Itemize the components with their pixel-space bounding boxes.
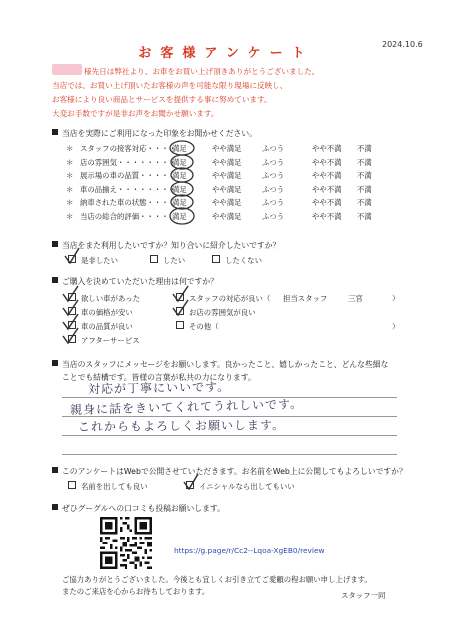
- q3-option-staff[interactable]: スタッフの対応が良い（: [176, 293, 270, 304]
- q5-option-name[interactable]: 名前を出しても良い: [68, 481, 148, 492]
- checkbox-icon: [68, 481, 76, 489]
- q1-rating-option[interactable]: 不満: [357, 144, 372, 153]
- q2-option-1[interactable]: 是非したい: [68, 255, 118, 266]
- q1-rating-option[interactable]: やや満足: [212, 198, 242, 208]
- q2-option-2[interactable]: したい: [150, 255, 185, 266]
- q4-heading: 当店のスタッフにメッセージをお願いします。良かったこと、嬉しかったこと、どんな些細な: [52, 359, 388, 370]
- handwritten-message-line-1: 対応が丁寧にいいです。: [87, 379, 231, 397]
- q1-heading: 当店を実際にご利用になった印象をお聞かせください。: [52, 128, 257, 139]
- q1-item-label: 店の雰囲気・・・・・・・・: [80, 157, 177, 167]
- q1-rating-option[interactable]: ふつう: [262, 212, 285, 221]
- bullet-square-icon: [52, 241, 58, 247]
- q1-item-label: 車の品揃え・・・・・・・・: [80, 184, 177, 194]
- closing-line-2: またのご来店を心からお待ちしております。: [62, 587, 210, 596]
- check-mark-icon: [62, 246, 82, 266]
- bullet-square-icon: [52, 360, 58, 366]
- q1-rating-option[interactable]: やや満足: [212, 157, 242, 167]
- q1-rating-option[interactable]: 不満: [357, 171, 372, 181]
- q5-option-initials[interactable]: イニシャルなら出してもいい: [186, 481, 295, 492]
- check-mark-icon: [170, 284, 192, 318]
- q3-option-quality[interactable]: 車の品質が良い: [68, 321, 133, 332]
- intro-line-3: お客様により良い商品とサービスを提供する事に努めています。: [52, 95, 272, 104]
- q1-rating-option[interactable]: やや不満: [312, 184, 342, 194]
- q5-heading: このアンケートはWebで公開させていただきます。お名前をWeb上に公開してもよろしいですか？: [52, 466, 407, 477]
- check-mark-icon: [60, 284, 82, 346]
- q1-rating-option[interactable]: 満足: [172, 157, 187, 167]
- q1-rating-option[interactable]: やや不満: [312, 198, 342, 208]
- handwritten-message-line-2: 親身に話をきいてくれてうれしいです。: [69, 396, 304, 418]
- redacted-customer-name: [52, 64, 82, 75]
- q1-item-label: 展示場の車の品質・・・・: [80, 171, 169, 181]
- survey-date: 2024.10.6: [382, 40, 423, 49]
- q1-item-label: スタッフの接客対応・・・・: [80, 144, 177, 153]
- bullet-star-icon: ＊: [66, 157, 74, 167]
- closing-line-1: ご協力ありがとうございました。今後とも宜しくお引き立てご愛顧の程お願い申し上げます。: [62, 575, 372, 584]
- review-url-link[interactable]: https://g.page/r/Cc2--Lqoa-XgEB0/review: [174, 546, 325, 555]
- q3-option-other[interactable]: その他（: [176, 321, 219, 332]
- q1-rating-option[interactable]: やや満足: [212, 144, 242, 153]
- q3-other-paren-close: ）: [392, 322, 400, 331]
- intro-line-4: 大変お手数ですが是非お声をお聞かせ願います。: [52, 109, 219, 118]
- q1-rating-option[interactable]: 不満: [357, 198, 372, 208]
- message-rule: [62, 435, 397, 436]
- q1-rating-option[interactable]: 不満: [357, 184, 372, 194]
- q1-rating-option[interactable]: ふつう: [262, 144, 285, 153]
- q1-rating-option[interactable]: 満足: [172, 171, 187, 181]
- bullet-star-icon: ＊: [66, 184, 74, 194]
- bullet-star-icon: ＊: [66, 198, 74, 208]
- bullet-square-icon: [52, 467, 58, 473]
- handwritten-message-line-3: これからもよろしくお願いします。: [77, 418, 286, 434]
- rating-circle-marks: [168, 138, 198, 230]
- q3-option-aftercare[interactable]: アフターサービス: [68, 335, 140, 346]
- survey-title: お客様アンケート: [138, 46, 314, 61]
- q1-rating-option[interactable]: ふつう: [262, 157, 285, 167]
- q2-heading: 当店をまた利用したいですか？知り合いに紹介したいですか？: [52, 240, 280, 251]
- q2-option-3[interactable]: したくない: [212, 255, 262, 266]
- q1-rating-option[interactable]: 満足: [172, 212, 187, 221]
- q1-item-label: 当店の総合的評価・・・・: [80, 212, 169, 221]
- bullet-square-icon: [52, 504, 58, 510]
- q1-rating-option[interactable]: やや満足: [212, 212, 242, 221]
- q1-rating-option[interactable]: ふつう: [262, 171, 285, 181]
- q1-rating-option[interactable]: やや不満: [312, 157, 342, 167]
- message-rule: [62, 454, 397, 455]
- check-mark-icon: [181, 472, 201, 492]
- q3-option-car[interactable]: 欲しい車があった: [68, 293, 140, 304]
- q1-rating-option[interactable]: ふつう: [262, 198, 285, 208]
- q1-rating-option[interactable]: 不満: [357, 212, 372, 221]
- q4-heading-line-2: ことでも結構です。皆様の言葉が私共の力になります。: [62, 373, 256, 382]
- q3-heading: ご購入を決めていただいた理由は何ですか？: [52, 276, 218, 287]
- intro-line-1: 様先日は弊社より、お車をお買い上げ頂きありがとうございました。: [84, 67, 320, 76]
- q3-staff-name: 三宮: [348, 294, 363, 303]
- q1-rating-option[interactable]: 満足: [172, 184, 187, 194]
- bullet-star-icon: ＊: [66, 171, 74, 181]
- q6-heading: ぜひグーグルへの口コミも投稿お願いします。: [52, 503, 225, 514]
- intro-line-2: 当店では、お買い上げ頂いたお客様の声を可能な限り現場に反映し、: [52, 81, 288, 90]
- q1-rating-option[interactable]: ふつう: [262, 184, 285, 194]
- q1-rating-option[interactable]: やや満足: [212, 184, 242, 194]
- q1-rating-option[interactable]: 満足: [172, 144, 187, 153]
- q1-rating-option[interactable]: やや不満: [312, 144, 342, 153]
- bullet-star-icon: ＊: [66, 144, 74, 153]
- checkbox-icon: [212, 255, 220, 263]
- q3-paren-close: ）: [392, 294, 400, 303]
- bullet-square-icon: [52, 129, 58, 135]
- q3-option-atmosphere[interactable]: お店の雰囲気が良い: [176, 307, 256, 318]
- q1-rating-option[interactable]: やや満足: [212, 171, 242, 181]
- q1-rating-option[interactable]: 不満: [357, 157, 372, 167]
- checkbox-icon: [176, 321, 184, 329]
- bullet-square-icon: [52, 277, 58, 283]
- qr-code-icon[interactable]: [100, 517, 152, 569]
- signature: スタッフ一同: [341, 591, 386, 600]
- checkbox-icon: [150, 255, 158, 263]
- q3-option-price[interactable]: 車の価格が安い: [68, 307, 133, 318]
- q1-rating-option[interactable]: 満足: [172, 198, 187, 208]
- q1-rating-option[interactable]: やや不満: [312, 212, 342, 221]
- bullet-star-icon: ＊: [66, 212, 74, 221]
- q1-item-label: 納車された車の状態・・・: [80, 198, 169, 208]
- q1-rating-option[interactable]: やや不満: [312, 171, 342, 181]
- q3-staff-label: 担当スタッフ: [283, 294, 328, 303]
